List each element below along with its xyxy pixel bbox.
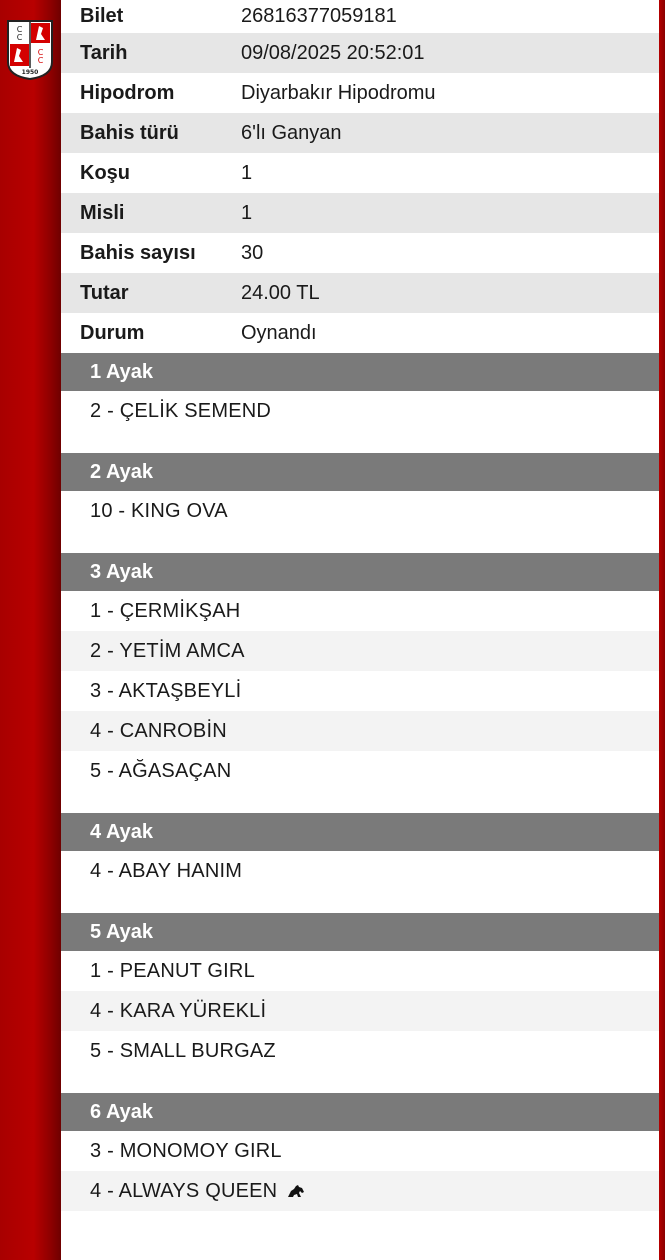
info-row-bilet <box>61 0 659 33</box>
info-label: Durum <box>80 321 145 344</box>
club-logo <box>5 18 55 80</box>
horse-label: 4 - ALWAYS QUEEN <box>90 1179 278 1202</box>
info-value: 1 <box>241 201 253 224</box>
info-label: Tarih <box>80 41 128 64</box>
leg-header: 4 Ayak <box>61 813 659 851</box>
info-value: Diyarbakır Hipodromu <box>241 81 436 104</box>
svg-text:C: C <box>16 33 23 42</box>
info-row-kosu <box>61 153 659 193</box>
horse-row: 2 - YETİM AMCA <box>61 631 659 671</box>
info-value: 1 <box>241 161 253 184</box>
leg-spacer <box>61 431 659 453</box>
horse-row-last <box>61 1171 659 1211</box>
jockey-horse-icon <box>287 1184 305 1198</box>
sidebar <box>0 0 61 1260</box>
info-value: 6'lı Ganyan <box>241 121 342 144</box>
info-label: Bahis sayısı <box>80 241 196 264</box>
svg-text:C: C <box>37 48 44 57</box>
info-label: Koşu <box>80 161 130 184</box>
leg-header: 1 Ayak <box>61 353 659 391</box>
info-label: Bahis türü <box>80 121 179 144</box>
svg-text:C: C <box>37 56 44 65</box>
horse-row: 4 - CANROBİN <box>61 711 659 751</box>
info-label: Hipodrom <box>80 81 175 104</box>
right-edge <box>659 0 665 1260</box>
info-value: 09/08/2025 20:52:01 <box>241 41 425 64</box>
horse-row: 3 - AKTAŞBEYLİ <box>90 679 242 702</box>
svg-text:C: C <box>16 25 23 34</box>
ticket-detail <box>61 0 659 1260</box>
horse-row: 1 - PEANUT GIRL <box>90 959 255 982</box>
info-row-bahis-turu <box>61 113 659 153</box>
leg-header: 2 Ayak <box>61 453 659 491</box>
info-row-misli <box>61 193 659 233</box>
info-value: 26816377059181 <box>241 5 397 27</box>
horse-row: 4 - KARA YÜREKLİ <box>61 991 659 1031</box>
info-row-hipodrom <box>61 73 659 113</box>
info-value: Oynandı <box>241 321 317 344</box>
horse-row: 2 - ÇELİK SEMEND <box>90 399 272 422</box>
horse-row: 1 - ÇERMİKŞAH <box>90 599 241 622</box>
info-value: 24.00 TL <box>241 281 320 304</box>
horse-row: 10 - KING OVA <box>90 499 228 522</box>
leg-spacer <box>61 1071 659 1093</box>
horse-row: 5 - AĞASAÇAN <box>90 759 232 782</box>
info-value: 30 <box>241 241 264 264</box>
info-label: Bilet <box>80 5 124 27</box>
horse-row: 5 - SMALL BURGAZ <box>90 1039 276 1062</box>
info-row-bahis-sayisi <box>61 233 659 273</box>
leg-header: 5 Ayak <box>61 913 659 951</box>
horse-row: 4 - ABAY HANIM <box>90 859 243 882</box>
logo-year: 1950 <box>21 69 39 76</box>
info-label: Tutar <box>80 281 129 304</box>
info-row-tarih <box>61 33 659 73</box>
leg-spacer <box>61 891 659 913</box>
leg-spacer <box>61 791 659 813</box>
leg-header: 3 Ayak <box>61 553 659 591</box>
leg-spacer <box>61 531 659 553</box>
leg-header: 6 Ayak <box>61 1093 659 1131</box>
info-label: Misli <box>80 201 125 224</box>
info-row-durum <box>61 313 659 353</box>
info-row-tutar <box>61 273 659 313</box>
horse-row: 3 - MONOMOY GIRL <box>90 1139 282 1162</box>
